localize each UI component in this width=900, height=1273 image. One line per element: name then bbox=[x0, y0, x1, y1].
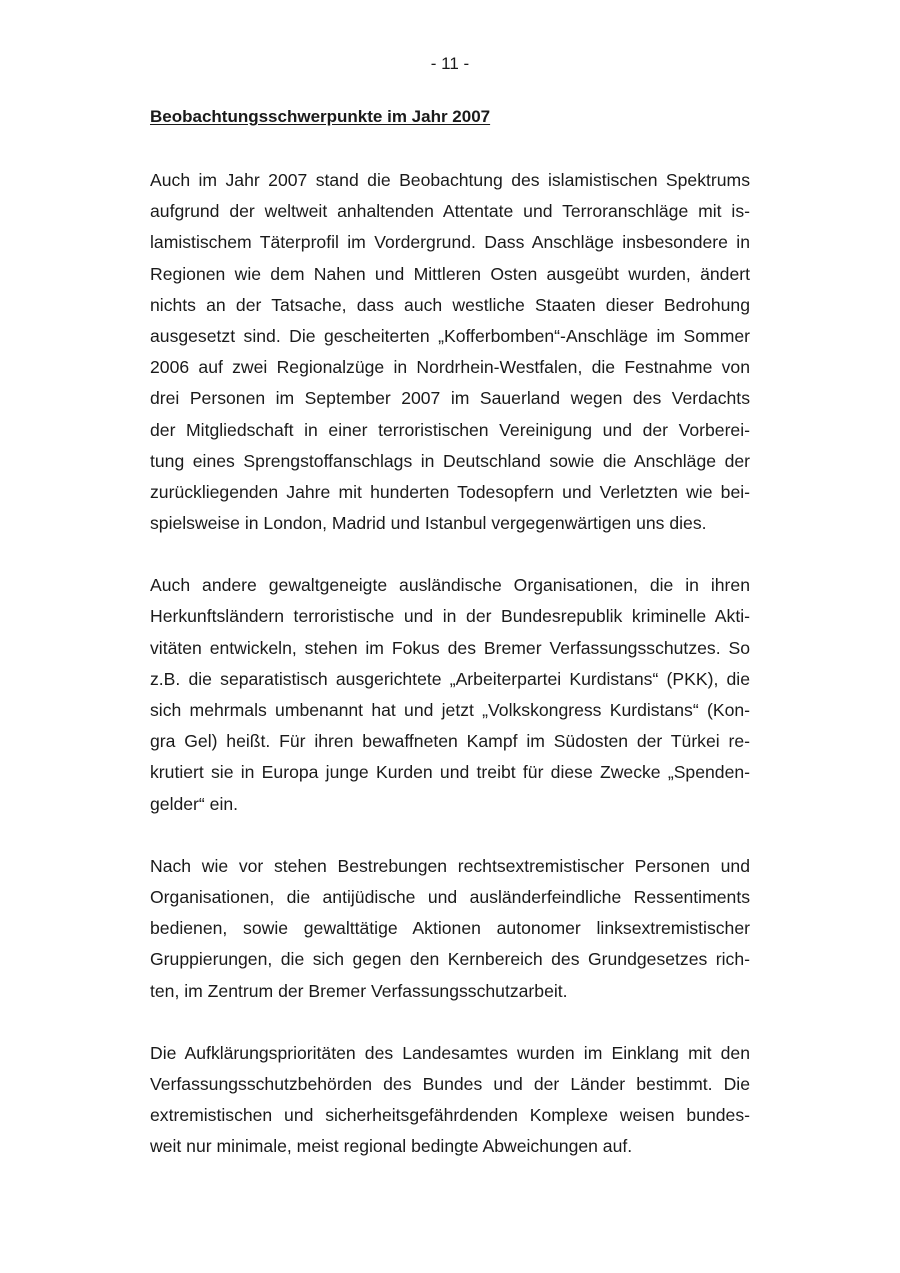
text-line: Auch im Jahr 2007 stand die Beobachtung des islamistischen Spektrums bbox=[150, 170, 750, 190]
page-number: - 11 - bbox=[430, 54, 470, 73]
text-line: Herkunftsländern terroristische und in der Bundesrepublik kriminelle Akti- bbox=[150, 606, 750, 627]
text-line: krutiert sie in Europa junge Kurden und treibt für diese Zwecke „Spenden- bbox=[150, 762, 750, 783]
paragraph-4 bbox=[150, 1038, 750, 1163]
text-line: nichts an der Tatsache, dass auch westliche Staaten dieser Bedrohung bbox=[150, 294, 750, 315]
text-line: Verfassungsschutzbehörden des Bundes und der Länder bestimmt. Die bbox=[150, 1073, 750, 1094]
text-line: zurückliegenden Jahre mit hunderten Todesopfern und Verletzten wie bei- bbox=[150, 481, 750, 502]
text-line: der Mitgliedschaft in einer terroristischen Vereinigung und der Vorberei- bbox=[150, 419, 750, 440]
text-line: Regionen wie dem Nahen und Mittleren Osten ausgeübt wurden, ändert bbox=[150, 263, 750, 284]
section-heading: Beobachtungsschwerpunkte im Jahr 2007 bbox=[150, 107, 491, 126]
body-text bbox=[150, 165, 750, 1193]
text-line: extremistischen und sicherheitsgefährdenden Komplexe weisen bundes- bbox=[150, 1105, 750, 1126]
text-line: ten, im Zentrum der Bremer Verfassungsschutzarbeit. bbox=[150, 980, 568, 1001]
text-line: Auch andere gewaltgeneigte ausländische Organisationen, die in ihren bbox=[150, 575, 750, 596]
text-line: Nach wie vor stehen Bestrebungen rechtsextremistischer Personen und bbox=[150, 855, 750, 876]
paragraph-1 bbox=[150, 165, 750, 539]
text-line: z.B. die separatistisch ausgerichtete „Arbeiterpartei Kurdistans“ (PKK), die bbox=[150, 668, 750, 689]
text-line: sich mehrmals umbenannt hat und jetzt „Volkskongress Kurdistans“ (Kon- bbox=[150, 700, 750, 720]
text-line: gelder“ ein. bbox=[150, 793, 239, 814]
text-line: bedienen, sowie gewalttätige Aktionen autonomer linksextremistischer bbox=[150, 918, 750, 939]
text-line: weit nur minimale, meist regional bedingte Abweichungen auf. bbox=[150, 1136, 633, 1157]
text-line: 2006 auf zwei Regionalzüge in Nordrhein-Westfalen, die Festnahme von bbox=[150, 357, 750, 378]
paragraph-2 bbox=[150, 570, 750, 820]
text-line: aufgrund der weltweit anhaltenden Attentate und Terroranschläge mit is- bbox=[150, 201, 750, 222]
text-line: drei Personen im September 2007 im Sauerland wegen des Verdachts bbox=[150, 388, 750, 409]
text-line: spielsweise in London, Madrid und Istanbul vergegenwärtigen uns dies. bbox=[150, 513, 707, 534]
text-line: gra Gel) heißt. Für ihren bewaffneten Kampf im Südosten der Türkei re- bbox=[150, 731, 750, 752]
text-line: Organisationen, die antijüdische und ausländerfeindliche Ressentiments bbox=[150, 886, 750, 907]
text-line: ausgesetzt sind. Die gescheiterten „Kofferbomben“-Anschläge im Sommer bbox=[150, 325, 750, 346]
text-line: lamistischem Täterprofil im Vordergrund. Dass Anschläge insbesondere in bbox=[150, 232, 750, 253]
text-line: Die Aufklärungsprioritäten des Landesamtes wurden im Einklang mit den bbox=[150, 1042, 750, 1063]
paragraph-3 bbox=[150, 851, 750, 1007]
text-line: vitäten entwickeln, stehen im Fokus des Bremer Verfassungsschutzes. So bbox=[150, 637, 750, 658]
text-line: Gruppierungen, die sich gegen den Kernbereich des Grundgesetzes rich- bbox=[150, 949, 750, 970]
text-line: tung eines Sprengstoffanschlags in Deutschland sowie die Anschläge der bbox=[150, 450, 750, 471]
